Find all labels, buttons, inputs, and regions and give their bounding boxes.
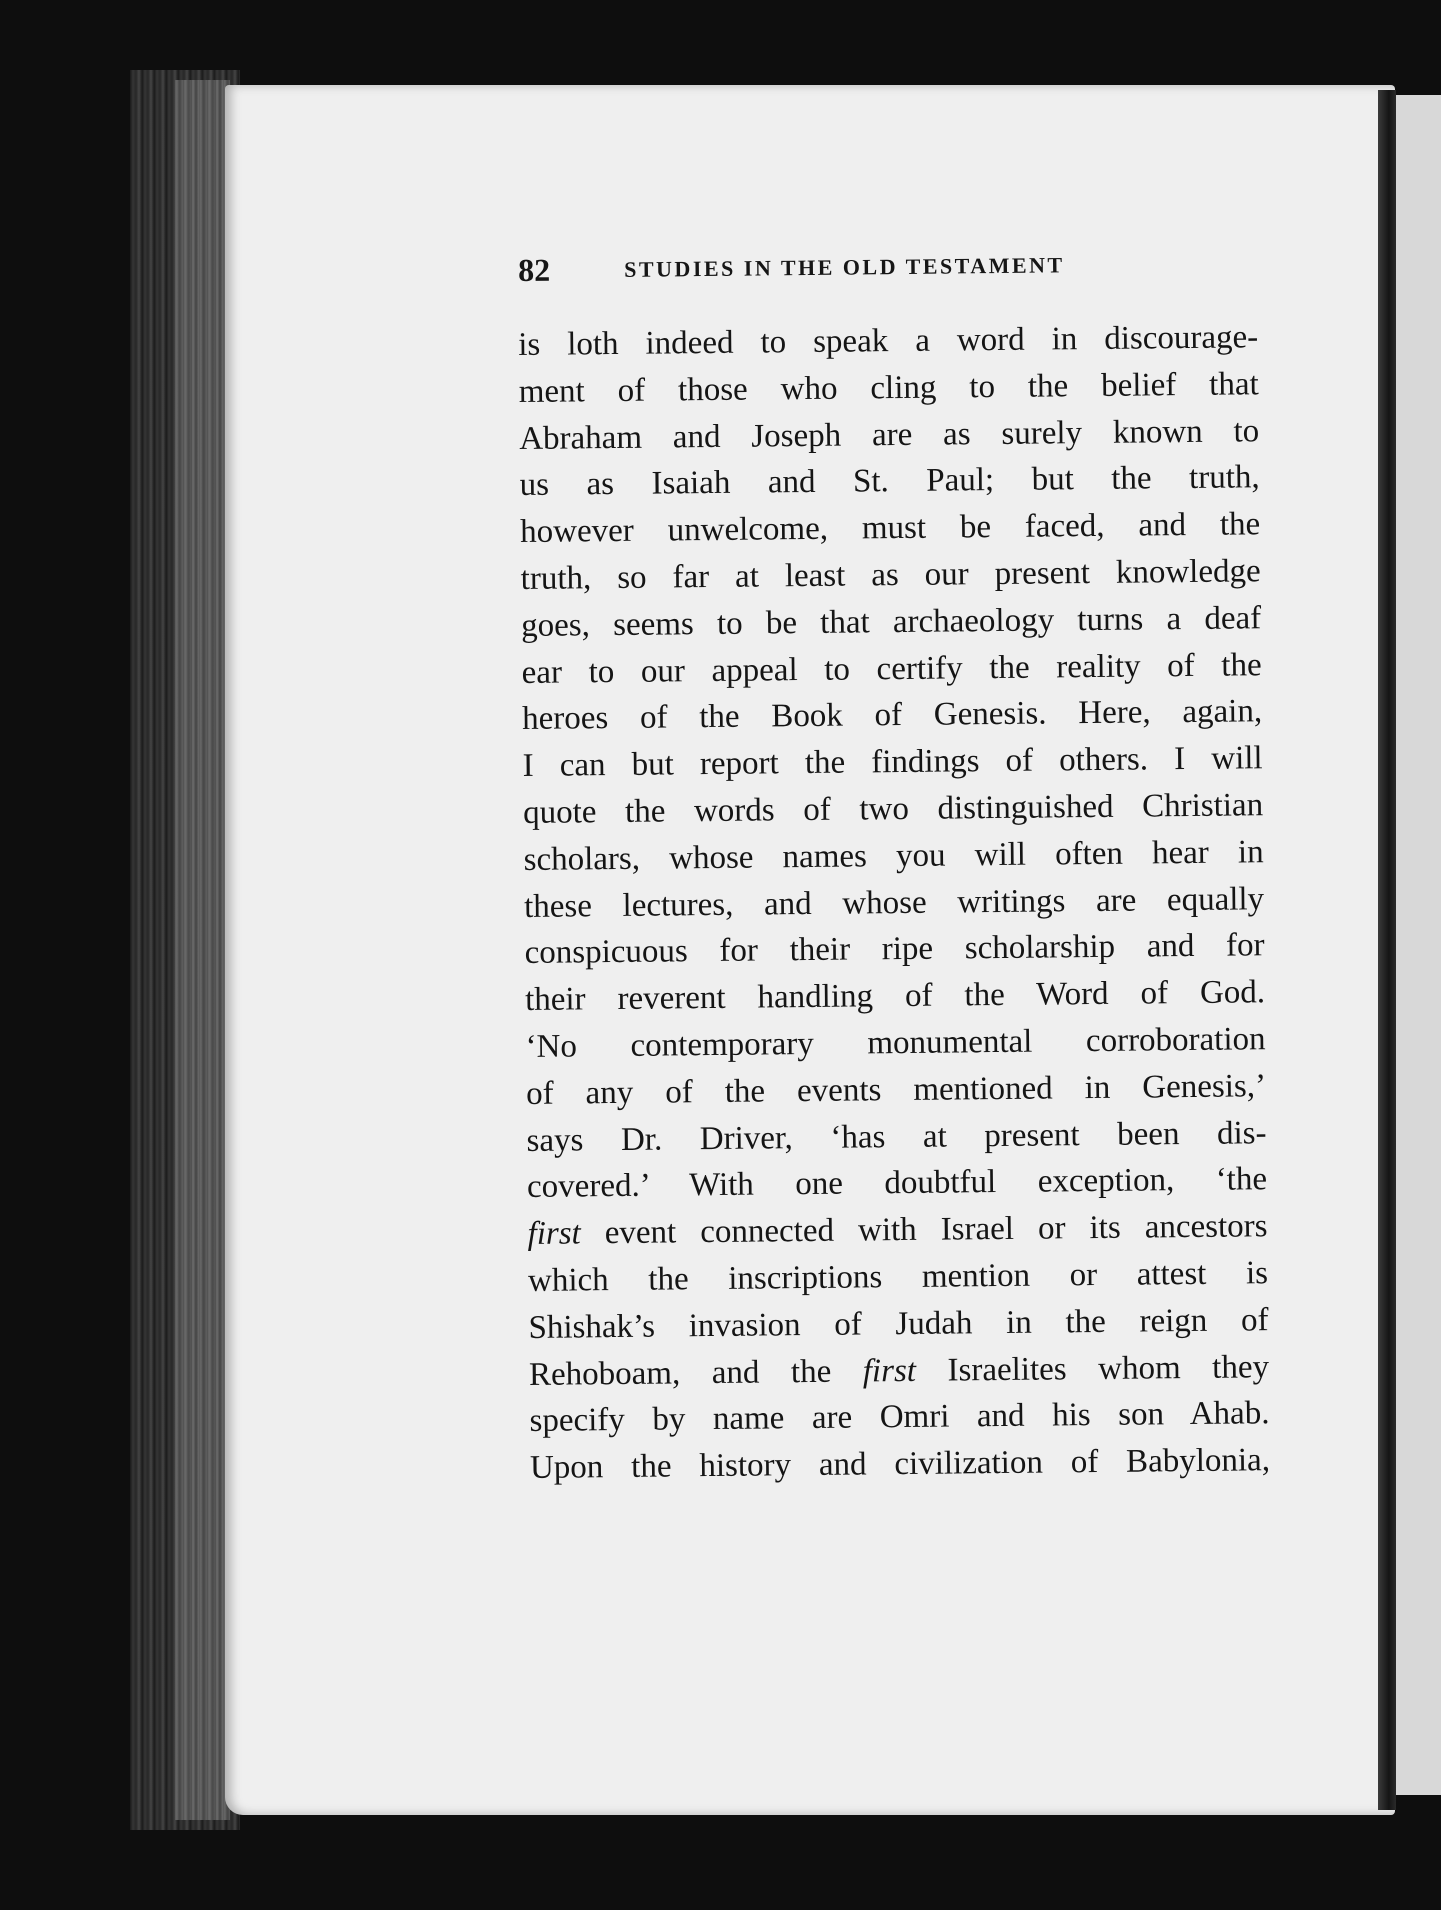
text-line: however unwelcome, must be faced, and the xyxy=(520,506,1261,551)
page-number: 82 xyxy=(518,251,551,288)
text-line: truth, so far at least as our present knowledge xyxy=(520,553,1261,597)
italic-word: first xyxy=(862,1352,917,1389)
text-line: Upon the history and civilization of Babylonia, xyxy=(529,1442,1271,1487)
italic-word: first xyxy=(527,1215,581,1253)
text-line: is loth indeed to speak a word in discourage- xyxy=(518,319,1259,363)
text-line: I can but report the findings of others. I will xyxy=(522,740,1263,785)
text-line: specify by name are Omri and his son Ahab. xyxy=(529,1395,1270,1440)
text-line: ‘No contemporary monumental corroboration xyxy=(525,1021,1266,1065)
text-line: us as Isaiah and St. Paul; but the truth, xyxy=(519,459,1260,504)
text-line: their reverent handling of the Word of God. xyxy=(524,974,1266,1019)
running-title: STUDIES IN THE OLD TESTAMENT xyxy=(624,252,1065,282)
running-head xyxy=(518,246,1138,296)
facing-page-sliver xyxy=(1396,95,1441,1795)
text-segment: event connected with Israel or its ancestors xyxy=(580,1208,1268,1252)
text-line: Shishak’s invasion of Judah in the reign of xyxy=(528,1301,1269,1346)
text-line: ear to our appeal to certify the reality of the xyxy=(521,646,1262,691)
facing-page-gutter xyxy=(1378,90,1396,1810)
text-line: heroes of the Book of Genesis. Here, again, xyxy=(521,693,1263,738)
text-line xyxy=(527,1203,1267,1258)
text-line: says Dr. Driver, ‘has at present been dis- xyxy=(526,1114,1267,1159)
text-line: Abraham and Joseph are as surely known to xyxy=(519,412,1260,457)
text-line: ment of those who cling to the belief that xyxy=(518,366,1259,410)
text-line: scholars, whose names you will often hear in xyxy=(523,833,1264,878)
text-line: which the inscriptions mention or attest is xyxy=(527,1255,1269,1299)
text-line: covered.’ With one doubtful exception, ‘the xyxy=(526,1161,1268,1206)
body-text xyxy=(518,314,1270,1492)
text-segment: Israelites whom they xyxy=(915,1348,1270,1389)
text-line: these lectures, and whose writings are equally xyxy=(523,880,1265,925)
text-line: conspicuous for their ripe scholarship and for xyxy=(524,927,1265,972)
text-segment: Rehoboam, and the xyxy=(528,1352,863,1393)
text-line: goes, seems to be that archaeology turns a deaf xyxy=(520,600,1262,644)
text-line xyxy=(529,1344,1269,1399)
text-line: quote the words of two distinguished Christian xyxy=(522,787,1264,831)
page-stack-edge xyxy=(175,80,230,1820)
text-line: of any of the events mentioned in Genesis,’ xyxy=(525,1067,1267,1112)
